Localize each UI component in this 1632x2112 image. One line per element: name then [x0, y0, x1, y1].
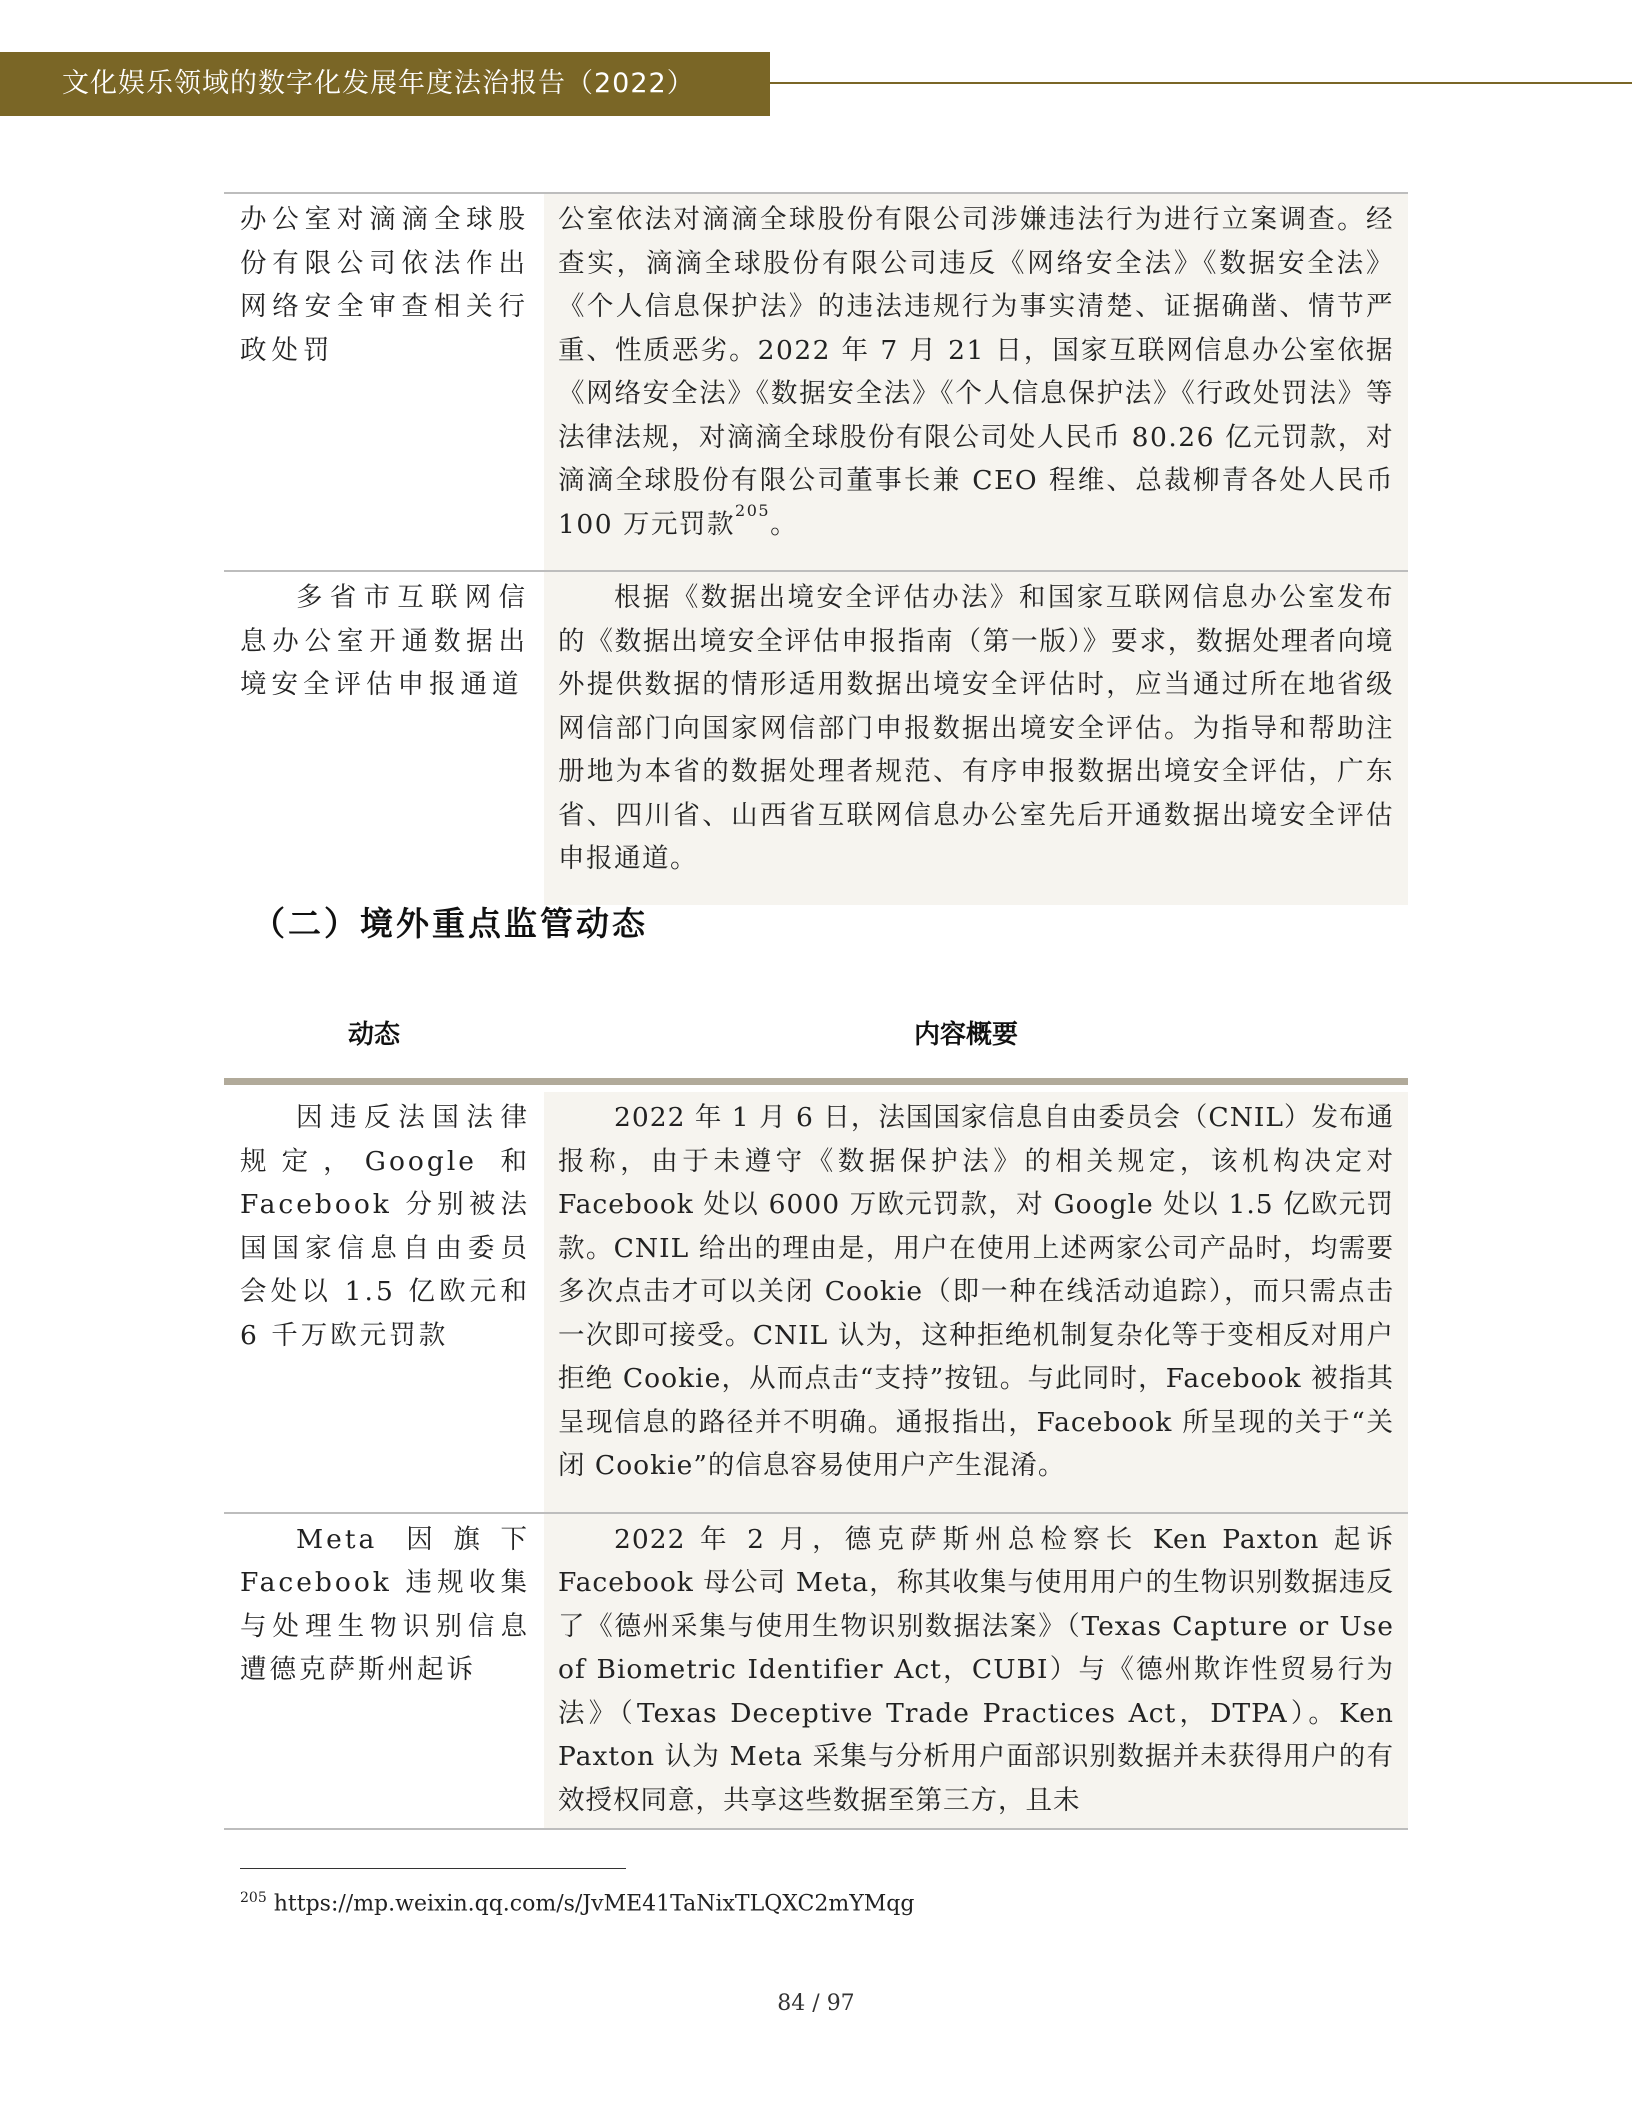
table-row: [224, 1513, 1408, 1830]
overseas-regulation-table: [224, 1092, 1408, 1830]
content-cell: 根据《数据出境安全评估办法》和国家互联网信息办公室发布的《数据出境安全评估申报指南（第一版）》要求，数据处理者向境外提供数据的情形适用数据出境安全评估时，应当通过所在地省级网信部门向国家网信部门申报数据出境安全评估。为指导和帮助注册地为本省的数据处理者规范、有序申报数据出境安全评估，广东省、四川省、山西省互联网信息办公室先后开通数据出境安全评估申报通道。: [544, 571, 1408, 905]
footnote-number: 205: [240, 1890, 267, 1906]
page-number: 84 / 97: [777, 1991, 855, 2016]
column-header-event: 动态: [347, 1020, 400, 1050]
event-cell: 因违反法国法律规定，Google 和 Facebook 分别被法国国家信息自由委员会处以 1.5 亿欧元和 6 千万欧元罚款: [240, 1102, 530, 1351]
content-end: 。: [770, 508, 799, 540]
footnote-divider: [240, 1868, 626, 1869]
table-row: [224, 1092, 1408, 1513]
report-title-banner: [0, 52, 770, 116]
report-title: 文化娱乐领域的数字化发展年度法治报告（2022）: [62, 68, 695, 99]
section-heading: （二）境外重点监管动态: [252, 904, 648, 943]
column-header-summary: 内容概要: [913, 1020, 1018, 1050]
header-rule: [770, 82, 1632, 84]
content-text: 公室依法对滴滴全球股份有限公司涉嫌违法行为进行立案调查。经查实，滴滴全球股份有限公司违反《网络安全法》《数据安全法》《个人信息保护法》的违法违规行为事实清楚、证据确凿、情节严重、性质恶劣。2022 年 7 月 21 日，国家互联网信息办公室依据《网络安全法》《数据安全法》《个人信息保护法》《行政处罚法》等法律法规，对滴滴全球股份有限公司处人民币 80.26 亿元罚款，对滴滴全球股份有限公司董事长兼 CEO 程维、总裁柳青各处人民币 100 万元罚款: [558, 204, 1394, 540]
event-cell: 办公室对滴滴全球股份有限公司依法作出网络安全审查相关行政处罚: [224, 193, 544, 571]
table-row: [224, 571, 1408, 905]
footnote-ref[interactable]: 205: [735, 500, 771, 520]
header-divider: [224, 1078, 1408, 1085]
event-cell: Meta 因旗下 Facebook 违规收集与处理生物识别信息遭德克萨斯州起诉: [240, 1523, 530, 1685]
footnote: [240, 1890, 914, 1916]
event-cell: 多省市互联网信息办公室开通数据出境安全评估申报通道: [224, 571, 544, 905]
content-cell: 2022 年 2 月，德克萨斯州总检察长 Ken Paxton 起诉 Facebook 母公司 Meta，称其收集与使用用户的生物识别数据违反了《德州采集与使用生物识别数据法案》（Texas Capture or Use of Biometric Identifier Act，CUBI）与《德州欺诈性贸易行为法》（Texas Deceptive Trade Practices Act，DTPA）。Ken Paxton 认为 Meta 采集与分析用户面部识别数据并未获得用户的有效授权同意，共享这些数据至第三方，且未: [544, 1513, 1408, 1830]
table-row: [224, 193, 1408, 571]
footnote-link[interactable]: https://mp.weixin.qq.com/s/JvME41TaNixTLQXC2mYMqg: [273, 1891, 915, 1917]
content-cell: 2022 年 1 月 6 日，法国国家信息自由委员会（CNIL）发布通报称，由于未遵守《数据保护法》的相关规定，该机构决定对 Facebook 处以 6000 万欧元罚款，对 Google 处以 1.5 亿欧元罚款。CNIL 给出的理由是，用户在使用上述两家公司产品时，均需要多次点击才可以关闭 Cookie（即一种在线活动追踪），而只需点击一次即可接受。CNIL 认为，这种拒绝机制复杂化等于变相反对用户拒绝 Cookie，从而点击“支持”按钮。与此同时，Facebook 被指其呈现信息的路径并不明确。通报指出，Facebook 所呈现的关于“关闭 Cookie”的信息容易使用户产生混淆。: [544, 1092, 1408, 1513]
content-cell: [544, 193, 1408, 571]
domestic-regulation-table: [224, 192, 1408, 905]
